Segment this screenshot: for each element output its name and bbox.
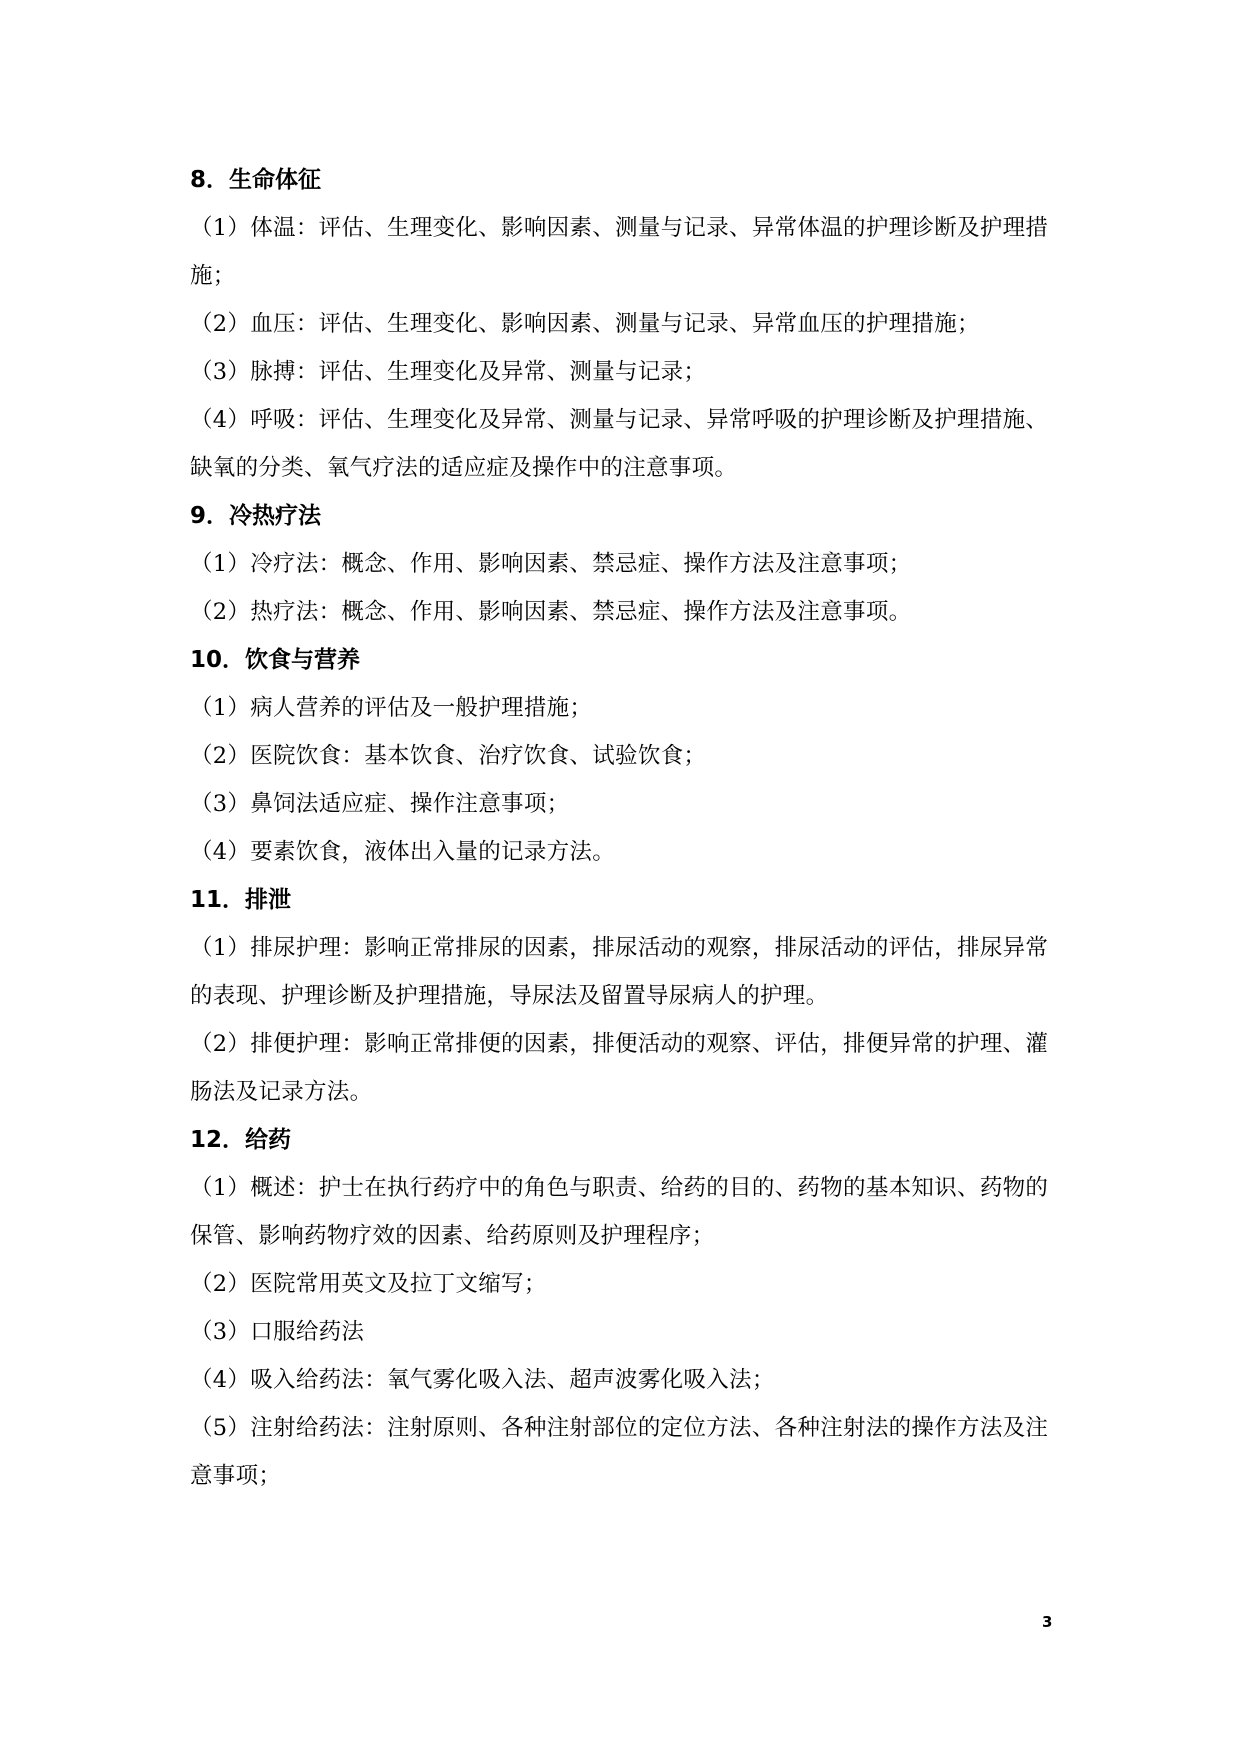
list-item: （4）要素饮食，液体出入量的记录方法。 (190, 839, 616, 865)
list-item: （1）病人营养的评估及一般护理措施； (190, 695, 593, 721)
section-vital-signs (190, 156, 1060, 492)
list-item: （2）医院常用英文及拉丁文缩写； (190, 1271, 547, 1297)
list-item: （4）呼吸：评估、生理变化及异常、测量与记录、异常呼吸的护理诊断及护理措施、缺氧的分类、氧气疗法的适应症及操作中的注意事项。 (190, 407, 1049, 481)
list-item: （2）医院饮食：基本饮食、治疗饮食、试验饮食； (190, 743, 707, 769)
list-item: （2）血压：评估、生理变化、影响因素、测量与记录、异常血压的护理措施； (190, 311, 980, 337)
list-item: （1）冷疗法：概念、作用、影响因素、禁忌症、操作方法及注意事项； (190, 551, 912, 577)
list-item: （4）吸入给药法：氧气雾化吸入法、超声波雾化吸入法； (190, 1367, 775, 1393)
list-item: （1）排尿护理：影响正常排尿的因素，排尿活动的观察，排尿活动的评估，排尿异常的表现、护理诊断及护理措施，导尿法及留置导尿病人的护理。 (190, 935, 1049, 1009)
list-item: （3）口服给药法 (190, 1319, 365, 1345)
section-heading: 11．排泄 (190, 887, 292, 913)
list-item: （3）鼻饲法适应症、操作注意事项； (190, 791, 570, 817)
page-number: 3 (1042, 1613, 1053, 1631)
list-item: （2）排便护理：影响正常排便的因素，排便活动的观察、评估，排便异常的护理、灌肠法及记录方法。 (190, 1031, 1049, 1105)
section-heading: 10．饮食与营养 (190, 647, 361, 673)
list-item: （5）注射给药法：注射原则、各种注射部位的定位方法、各种注射法的操作方法及注意事项； (190, 1415, 1049, 1489)
section-heading: 12．给药 (190, 1127, 292, 1153)
section-medication (190, 1116, 1060, 1500)
section-heading: 9．冷热疗法 (190, 503, 322, 529)
list-item: （2）热疗法：概念、作用、影响因素、禁忌症、操作方法及注意事项。 (190, 599, 912, 625)
list-item: （1）概述：护士在执行药疗中的角色与职责、给药的目的、药物的基本知识、药物的保管、影响药物疗效的因素、给药原则及护理程序； (190, 1175, 1049, 1249)
section-excretion (190, 876, 1060, 1116)
section-cold-heat-therapy (190, 492, 1060, 636)
list-item: （3）脉搏：评估、生理变化及异常、测量与记录； (190, 359, 707, 385)
section-diet-nutrition (190, 636, 1060, 876)
page-content (190, 156, 1060, 1500)
list-item: （1）体温：评估、生理变化、影响因素、测量与记录、异常体温的护理诊断及护理措施； (190, 215, 1049, 289)
section-heading: 8．生命体征 (190, 167, 322, 193)
